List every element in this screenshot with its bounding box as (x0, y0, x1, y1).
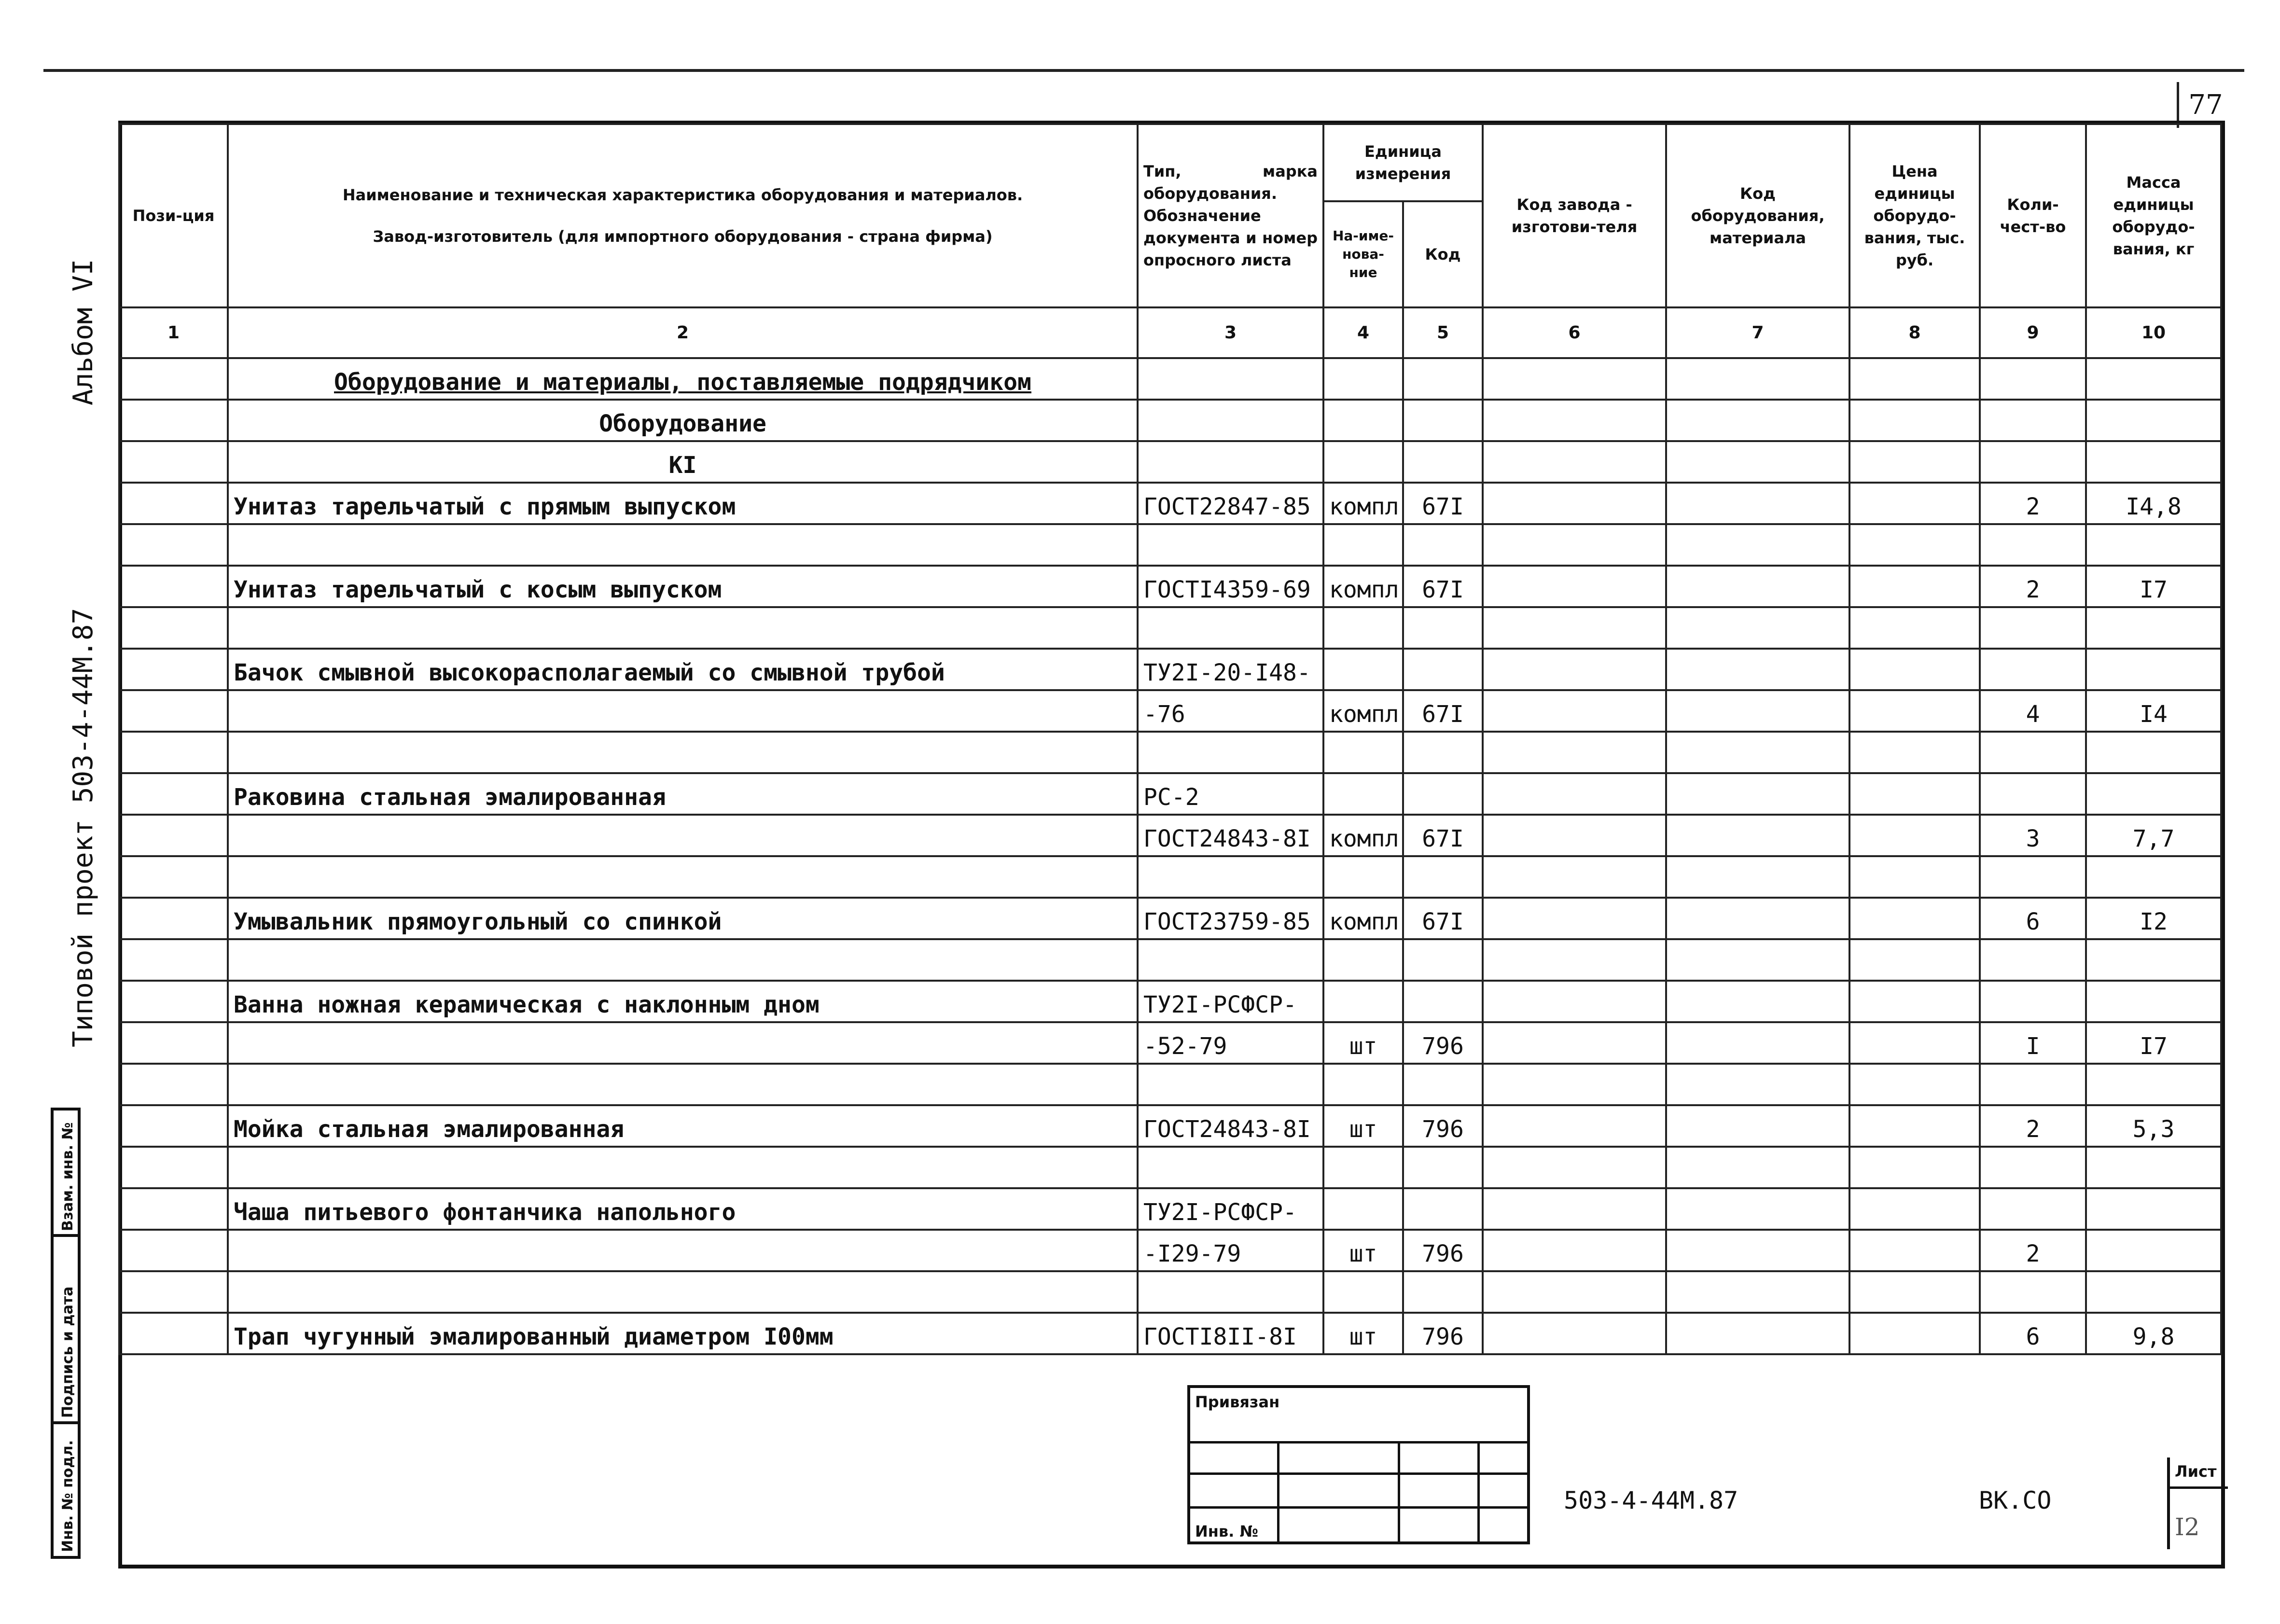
cell-plant (1483, 1064, 1666, 1105)
col-number-4: 4 (1323, 307, 1403, 358)
cell-pos (119, 607, 228, 649)
cell-code: 796 (1403, 1313, 1483, 1354)
cell-price (1849, 483, 1980, 524)
cell-price (1849, 1105, 1980, 1147)
cell-qty (1980, 773, 2086, 815)
cell-qty (1980, 939, 2086, 981)
cell-pos (119, 483, 228, 524)
cell-unit: шт (1323, 1105, 1403, 1147)
cell-mass (2086, 524, 2221, 566)
tb-divider (1477, 1441, 1480, 1542)
cell-code (1403, 732, 1483, 773)
linked-label: Привязан (1195, 1393, 1280, 1411)
cell-mass (2086, 1188, 2221, 1230)
cell-name: Чаша питьевого фонтанчика напольного (228, 1188, 1138, 1230)
cell-doc: РС-2 (1138, 773, 1323, 815)
cell-doc: ТУ2I-20-I48- (1138, 649, 1323, 690)
col-number-1: 1 (119, 307, 228, 358)
section-row (119, 358, 2221, 400)
table-row (119, 1064, 2221, 1105)
cell-doc (1138, 1064, 1323, 1105)
cell-name (228, 856, 1138, 898)
cell-pos (119, 939, 228, 981)
cell-code (1403, 1147, 1483, 1188)
cell-unit: шт (1323, 1022, 1403, 1064)
cell-mass (2086, 939, 2221, 981)
cell-equip (1666, 649, 1849, 690)
stamp-orig-inv: Инв. № подл. (59, 1440, 76, 1552)
cell-unit (1323, 1188, 1403, 1230)
cell-unit: шт (1323, 1313, 1403, 1354)
table-row (119, 524, 2221, 566)
cell-unit (1323, 607, 1403, 649)
cell-price (1849, 1230, 1980, 1271)
cell-price (1849, 1271, 1980, 1313)
table-row (119, 1313, 2221, 1354)
table-row (119, 1271, 2221, 1313)
table-row (119, 649, 2221, 690)
cell-mass (2086, 981, 2221, 1022)
cell-name (228, 1230, 1138, 1271)
cell-name (228, 1022, 1138, 1064)
cell-pos (119, 856, 228, 898)
cell-qty: 6 (1980, 1313, 2086, 1354)
col-number-7: 7 (1666, 307, 1849, 358)
tb-divider (1277, 1441, 1279, 1542)
table-row (119, 1147, 2221, 1188)
stamp-replace-inv: Взам. инв. № (54, 1110, 78, 1237)
album-label: Альбом VI (68, 259, 99, 405)
cell-price (1849, 524, 1980, 566)
header-quantity: Коли-чест-во (1980, 124, 2086, 307)
cell-price (1849, 981, 1980, 1022)
cell-unit: компл (1323, 566, 1403, 607)
cell-price (1849, 649, 1980, 690)
header-position: Пози-ция (119, 124, 228, 307)
col-number-9: 9 (1980, 307, 2086, 358)
cell-code: 796 (1403, 1022, 1483, 1064)
table-row (119, 856, 2221, 898)
cell-mass: 9,8 (2086, 1313, 2221, 1354)
cell-mass: I2 (2086, 898, 2221, 939)
sheet-box (2167, 1457, 2228, 1549)
cell-code (1403, 607, 1483, 649)
cell-mass: 5,3 (2086, 1105, 2221, 1147)
cell-name (228, 690, 1138, 732)
cell-equip (1666, 815, 1849, 856)
cell-pos (119, 1022, 228, 1064)
table-row (119, 1188, 2221, 1230)
specification-table (118, 123, 2222, 1355)
cell-code (1403, 981, 1483, 1022)
cell-mass (2086, 1064, 2221, 1105)
cell-plant (1483, 815, 1666, 856)
cell-qty (1980, 1271, 2086, 1313)
cell-equip (1666, 856, 1849, 898)
cell-doc: ГОСТ24843-8I (1138, 815, 1323, 856)
cell-unit (1323, 1147, 1403, 1188)
cell-unit (1323, 649, 1403, 690)
cell-doc: ГОСТI8II-8I (1138, 1313, 1323, 1354)
group-row (119, 441, 2221, 483)
cell-equip (1666, 566, 1849, 607)
cell-mass (2086, 1271, 2221, 1313)
header-equipment-code: Код оборудования, материала (1666, 124, 1849, 307)
header-unit: Единица измерения (1323, 124, 1483, 201)
cell-name (228, 732, 1138, 773)
cell-plant (1483, 898, 1666, 939)
table-row (119, 1230, 2221, 1271)
cell-equip (1666, 1022, 1849, 1064)
cell-plant (1483, 607, 1666, 649)
cell-mass (2086, 1147, 2221, 1188)
cell-qty (1980, 732, 2086, 773)
tb-divider (1398, 1441, 1400, 1542)
table-row (119, 690, 2221, 732)
cell-pos (119, 773, 228, 815)
cell-name: Трап чугунный эмалированный диаметром I00мм (228, 1313, 1138, 1354)
cell-unit (1323, 939, 1403, 981)
cell-pos (119, 898, 228, 939)
table-row (119, 732, 2221, 773)
cell-pos (119, 1230, 228, 1271)
cell-qty: 2 (1980, 1230, 2086, 1271)
cell-unit: компл (1323, 690, 1403, 732)
cell-price (1849, 607, 1980, 649)
cell-unit (1323, 981, 1403, 1022)
cell-equip (1666, 1105, 1849, 1147)
cell-pos (119, 732, 228, 773)
side-stamp-column (51, 1108, 81, 1559)
cell-name (228, 607, 1138, 649)
cell-mass: I7 (2086, 1022, 2221, 1064)
cell-doc: ТУ2I-РСФСР- (1138, 981, 1323, 1022)
cell-code: 67I (1403, 566, 1483, 607)
cell-qty: 2 (1980, 483, 2086, 524)
cell-code (1403, 773, 1483, 815)
cell-code (1403, 1188, 1483, 1230)
cell-name (228, 939, 1138, 981)
cell-equip (1666, 607, 1849, 649)
cell-qty (1980, 649, 2086, 690)
cell-qty: I (1980, 1022, 2086, 1064)
cell-equip (1666, 773, 1849, 815)
document-code: 503-4-44М.87 (1564, 1486, 1738, 1514)
cell-mass (2086, 649, 2221, 690)
cell-pos (119, 649, 228, 690)
cell-pos (119, 1105, 228, 1147)
table-row (119, 607, 2221, 649)
header-name-line1: Наименование и техническая характеристика оборудования и материалов. (342, 186, 1023, 204)
cell-equip (1666, 1147, 1849, 1188)
cell-mass: I4 (2086, 690, 2221, 732)
cell-unit: компл (1323, 815, 1403, 856)
cell-qty (1980, 607, 2086, 649)
cell-equip (1666, 483, 1849, 524)
cell-qty: 4 (1980, 690, 2086, 732)
table-row (119, 898, 2221, 939)
cell-pos (119, 1271, 228, 1313)
cell-unit: компл (1323, 483, 1403, 524)
cell-unit (1323, 524, 1403, 566)
table-row (119, 1105, 2221, 1147)
cell-equip (1666, 898, 1849, 939)
header-name-line2: Завод-изготовитель (для импортного оборудования - страна фирма) (373, 227, 993, 246)
project-label: Типовой проект 503-4-44М.87 (68, 608, 99, 1047)
cell-name: Мойка стальная эмалированная (228, 1105, 1138, 1147)
table-row (119, 483, 2221, 524)
sheet-label: Лист (2175, 1462, 2217, 1481)
cell-code (1403, 939, 1483, 981)
cell-qty (1980, 1188, 2086, 1230)
cell-code (1403, 649, 1483, 690)
cell-plant (1483, 566, 1666, 607)
cell-doc: ТУ2I-РСФСР- (1138, 1188, 1323, 1230)
cell-equip (1666, 1271, 1849, 1313)
cell-code: 67I (1403, 690, 1483, 732)
col-number-2: 2 (228, 307, 1138, 358)
section-title-text: Оборудование и материалы, поставляемые подрядчиком (334, 369, 1031, 396)
header-plant-code: Код завода - изготови-теля (1483, 124, 1666, 307)
header-type: Тип, марка оборудования. Обозначение документа и номер опросного листа (1138, 124, 1323, 307)
cell-name (228, 524, 1138, 566)
cell-plant (1483, 773, 1666, 815)
cell-plant (1483, 1313, 1666, 1354)
cell-name (228, 1147, 1138, 1188)
cell-pos (119, 690, 228, 732)
cell-mass: I4,8 (2086, 483, 2221, 524)
col-number-10: 10 (2086, 307, 2221, 358)
cell-name: Раковина стальная эмалированная (228, 773, 1138, 815)
table-row (119, 773, 2221, 815)
col-number-6: 6 (1483, 307, 1666, 358)
cell-name: Унитаз тарельчатый с косым выпуском (228, 566, 1138, 607)
cell-code: 67I (1403, 898, 1483, 939)
cell-price (1849, 732, 1980, 773)
cell-code (1403, 856, 1483, 898)
cell-unit (1323, 1064, 1403, 1105)
cell-price (1849, 815, 1980, 856)
sheet-value: I2 (2175, 1513, 2200, 1541)
cell-price (1849, 1147, 1980, 1188)
cell-name (228, 1064, 1138, 1105)
cell-code (1403, 1271, 1483, 1313)
cell-price (1849, 773, 1980, 815)
cell-equip (1666, 732, 1849, 773)
cell-unit (1323, 732, 1403, 773)
cell-plant (1483, 1105, 1666, 1147)
cell-code: 796 (1403, 1230, 1483, 1271)
cell-qty: 2 (1980, 1105, 2086, 1147)
cell-pos (119, 1064, 228, 1105)
cell-name: Унитаз тарельчатый с прямым выпуском (228, 483, 1138, 524)
cell-doc: ГОСТ24843-8I (1138, 1105, 1323, 1147)
cell-plant (1483, 1230, 1666, 1271)
cell-plant (1483, 1188, 1666, 1230)
header-price: Цена единицы оборудо-вания, тыс. руб. (1849, 124, 1980, 307)
cell-plant (1483, 524, 1666, 566)
cell-doc: ГОСТ22847-85 (1138, 483, 1323, 524)
cell-equip (1666, 981, 1849, 1022)
cell-code: 796 (1403, 1105, 1483, 1147)
cell-qty: 6 (1980, 898, 2086, 939)
cell-code (1403, 1064, 1483, 1105)
cell-equip (1666, 690, 1849, 732)
cell-price (1849, 1022, 1980, 1064)
cell-doc: -I29-79 (1138, 1230, 1323, 1271)
cell-unit (1323, 856, 1403, 898)
cell-unit (1323, 1271, 1403, 1313)
cell-price (1849, 898, 1980, 939)
header-mass: Масса единицы оборудо-вания, кг (2086, 124, 2221, 307)
cell-price (1849, 1188, 1980, 1230)
cell-equip (1666, 1064, 1849, 1105)
cell-price (1849, 1313, 1980, 1354)
cell-mass (2086, 1230, 2221, 1271)
cell-code (1403, 524, 1483, 566)
cell-unit: компл (1323, 898, 1403, 939)
stamp-signature-date: Подпись и дата (54, 1237, 78, 1424)
cell-qty (1980, 1147, 2086, 1188)
cell-name (228, 815, 1138, 856)
cell-equip (1666, 939, 1849, 981)
cell-equip (1666, 1313, 1849, 1354)
cell-mass (2086, 856, 2221, 898)
inv-label: Инв. № (1195, 1522, 1258, 1541)
cell-mass: I7 (2086, 566, 2221, 607)
cell-mass (2086, 732, 2221, 773)
cell-pos (119, 981, 228, 1022)
cell-pos (119, 1313, 228, 1354)
cell-equip (1666, 1188, 1849, 1230)
cell-qty (1980, 981, 2086, 1022)
cell-doc (1138, 607, 1323, 649)
cell-plant (1483, 856, 1666, 898)
cell-doc (1138, 1147, 1323, 1188)
cell-plant (1483, 483, 1666, 524)
cell-plant (1483, 649, 1666, 690)
header-name (228, 124, 1138, 307)
cell-equip (1666, 1230, 1849, 1271)
cell-qty: 3 (1980, 815, 2086, 856)
cell-pos (119, 815, 228, 856)
title-block (1187, 1385, 1530, 1544)
cell-qty (1980, 856, 2086, 898)
sheet-box-rule (2170, 1486, 2228, 1489)
table-row (119, 815, 2221, 856)
cell-pos (119, 1147, 228, 1188)
table-row (119, 1022, 2221, 1064)
cell-mass (2086, 773, 2221, 815)
section-title (228, 358, 1138, 400)
cell-price (1849, 690, 1980, 732)
cell-code: 67I (1403, 483, 1483, 524)
cell-equip (1666, 524, 1849, 566)
cell-unit (1323, 773, 1403, 815)
cell-price (1849, 566, 1980, 607)
header-unit-name: На-име-нова-ние (1323, 201, 1403, 307)
top-rule (43, 69, 2244, 72)
table-row (119, 981, 2221, 1022)
cell-unit: шт (1323, 1230, 1403, 1271)
cell-code: 67I (1403, 815, 1483, 856)
cell-price (1849, 939, 1980, 981)
cell-doc: ГОСТ23759-85 (1138, 898, 1323, 939)
cell-doc (1138, 939, 1323, 981)
cell-price (1849, 856, 1980, 898)
cell-mass: 7,7 (2086, 815, 2221, 856)
col-number-8: 8 (1849, 307, 1980, 358)
cell-doc (1138, 1271, 1323, 1313)
sheet-number: 77 (2177, 82, 2232, 128)
col-number-3: 3 (1138, 307, 1323, 358)
cell-name: Ванна ножная керамическая с наклонным дном (228, 981, 1138, 1022)
cell-doc (1138, 732, 1323, 773)
cell-plant (1483, 1022, 1666, 1064)
cell-plant (1483, 1147, 1666, 1188)
cell-mass (2086, 607, 2221, 649)
table-row (119, 939, 2221, 981)
cell-qty (1980, 1064, 2086, 1105)
cell-doc: -52-79 (1138, 1022, 1323, 1064)
cell-doc (1138, 856, 1323, 898)
cell-qty: 2 (1980, 566, 2086, 607)
cell-plant (1483, 1271, 1666, 1313)
cell-plant (1483, 690, 1666, 732)
cell-name: Бачок смывной высокорасполагаемый со смывной трубой (228, 649, 1138, 690)
cell-pos (119, 566, 228, 607)
cell-doc: ГОСТI4359-69 (1138, 566, 1323, 607)
cell-plant (1483, 732, 1666, 773)
cell-doc: -76 (1138, 690, 1323, 732)
cell-plant (1483, 939, 1666, 981)
cell-pos (119, 1188, 228, 1230)
cell-qty (1980, 524, 2086, 566)
subsection-title: Оборудование (228, 400, 1138, 441)
group-title: КI (228, 441, 1138, 483)
document-mark: ВК.СО (1979, 1486, 2052, 1514)
col-number-5: 5 (1403, 307, 1483, 358)
cell-doc (1138, 524, 1323, 566)
cell-pos (119, 524, 228, 566)
cell-name: Умывальник прямоугольный со спинкой (228, 898, 1138, 939)
cell-plant (1483, 981, 1666, 1022)
header-unit-code: Код (1403, 201, 1483, 307)
cell-price (1849, 1064, 1980, 1105)
table-row (119, 566, 2221, 607)
cell-name (228, 1271, 1138, 1313)
subsection-row (119, 400, 2221, 441)
